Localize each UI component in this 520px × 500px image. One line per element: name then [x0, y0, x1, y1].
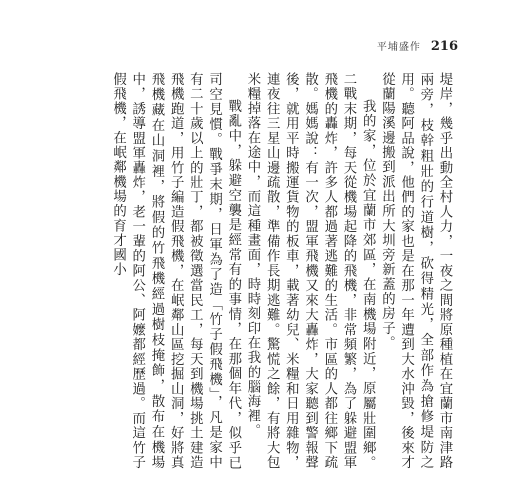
vertical-body-text: [56, 72, 454, 470]
paragraph-1: 堤岸，幾乎出動全村人力，一夜之間將原種植在宜蘭市南津路兩旁，枝幹粗壯的行道樹，砍得精光，全部作為搶修堤防之用。聽阿品說，他們的家也是在那一年遭到大水沖毀，後來才從蘭陽溪邊搬到派出所大圳旁新蓋的房子。: [379, 72, 452, 470]
paragraph-3: 戰亂中，躲避空襲是經常有的事情，在那個年代，似乎已司空見慣。戰爭末期，日軍為了造「竹子假飛機」，凡是家中有二十歲以上的壯丁，都被徵選當民工，每天到機場挑土建造飛機跑道，用竹子編造假飛機，在岷鄰山區挖掘山洞，好將真飛機藏在山洞裡，將假的竹飛機經過樹枝掩飾，散布在機場中，誘導盟軍轟炸，老一輩的阿公、阿嬤都經歷過。而這竹子假飛機，在岷鄰機場的育才國小: [110, 72, 241, 470]
running-title: 平埔盛作: [376, 42, 421, 53]
page-number: 216: [430, 39, 458, 54]
paragraph-2: 我的家，位於宜蘭市郊區，在南機場附近，原屬壯圍鄉。二戰末期，每天從機場起降的飛機，非常頻繁，為了躲避盟軍飛機的轟炸，許多人都過著逃難的生活。市區的人都往鄉下疏散。媽媽說：有一次，盟軍飛機又來大轟炸，大家聽到警報聲後，就用平時搬運貨物的板車，載著幼兒、米糧和日用雜物，連夜往三星山邊疏散，準備作長期逃難。驚慌之餘，有將大包米糧掉落在途中，而這種畫面，時時刻印在我的腦海裡。: [244, 72, 376, 470]
page-header: [377, 38, 458, 54]
